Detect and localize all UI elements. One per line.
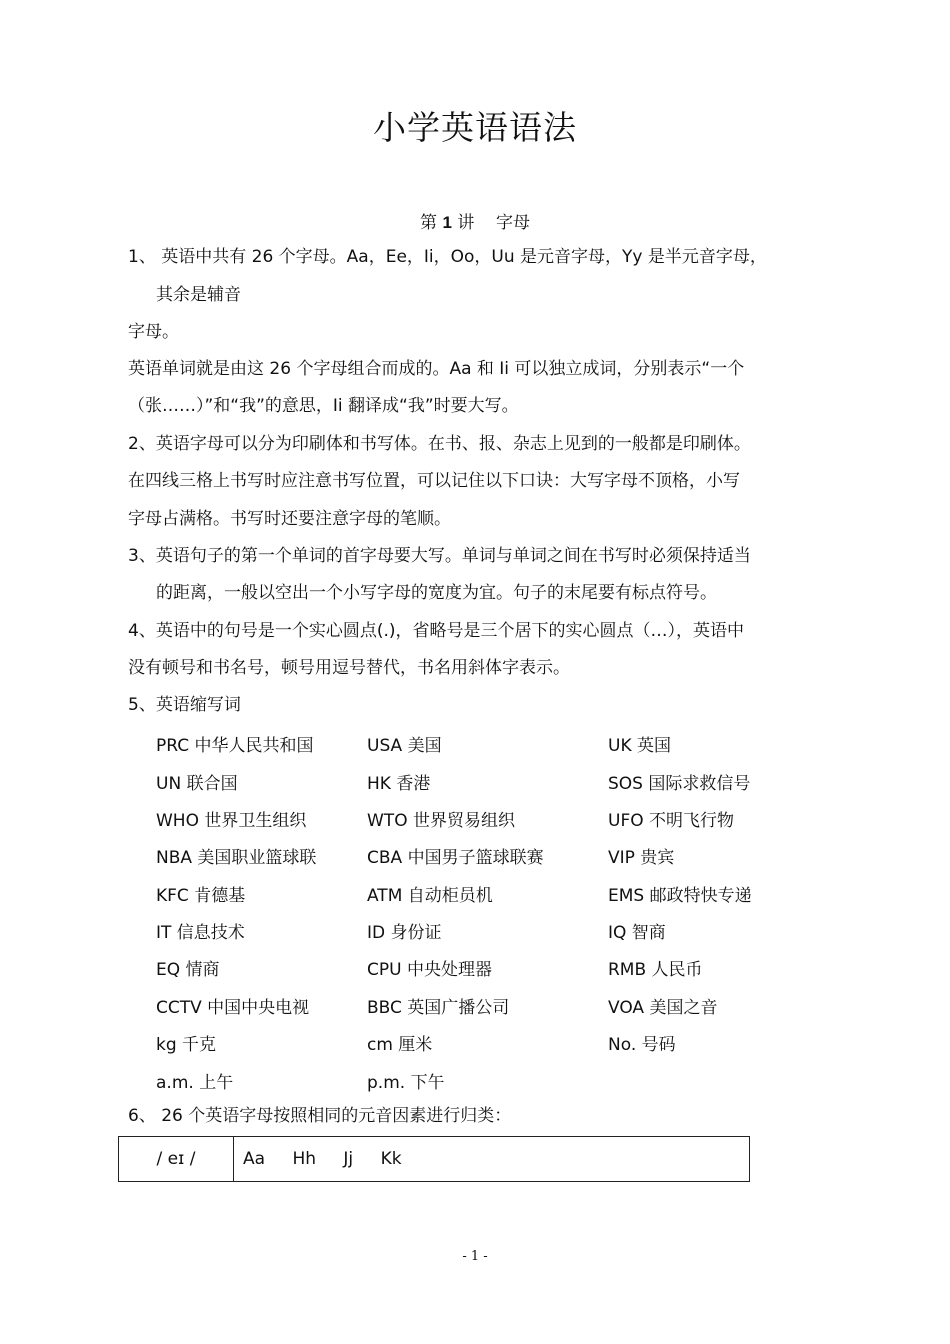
abbreviation-item: UN 联合国 — [156, 774, 238, 794]
abbreviation-item: HK 香港 — [367, 774, 431, 794]
abbreviation-row — [156, 1068, 856, 1093]
letter-item: Aa — [243, 1149, 266, 1169]
abbreviation-item: a.m. 上午 — [156, 1073, 234, 1093]
abbreviation-item: RMB 人民币 — [608, 960, 703, 980]
abbreviation-row — [156, 993, 856, 1018]
paragraph-line: 字母。 — [128, 322, 179, 342]
abbreviation-item: CCTV 中国中央电视 — [156, 998, 310, 1018]
paragraph-line: 其余是辅音 — [156, 285, 241, 305]
section-heading: 6、 26 个英语字母按照相同的元音因素进行归类： — [128, 1106, 512, 1126]
abbreviation-item: p.m. 下午 — [367, 1073, 445, 1093]
abbreviation-item: IQ 智商 — [608, 923, 666, 943]
lesson-number: 1 — [442, 213, 452, 232]
lesson-prefix: 第 — [420, 213, 443, 233]
paragraph-line: 英语单词就是由这 26 个字母组合而成的。Aa 和 Ii 可以独立成词，分别表示“一个 — [128, 359, 745, 379]
paragraph-line: 在四线三格上书写时应注意书写位置，可以记住以下口诀：大写字母不顶格，小写 — [128, 471, 740, 491]
paragraph-line: 的距离，一般以空出一个小写字母的宽度为宜。句子的末尾要有标点符号。 — [156, 583, 717, 603]
abbreviation-item: KFC 肯德基 — [156, 886, 246, 906]
abbreviation-item: ID 身份证 — [367, 923, 442, 943]
abbreviation-item: SOS 国际求救信号 — [608, 774, 751, 794]
abbreviation-item: cm 厘米 — [367, 1035, 433, 1055]
abbreviation-item: IT 信息技术 — [156, 923, 245, 943]
abbreviation-item: UK 英国 — [608, 736, 671, 756]
abbreviation-row — [156, 806, 856, 831]
abbreviation-item: UFO 不明飞行物 — [608, 811, 735, 831]
lesson-heading — [0, 208, 950, 233]
paragraph-line: 2、英语字母可以分为印刷体和书写体。在书、报、杂志上见到的一般都是印刷体。 — [128, 434, 751, 454]
abbreviation-item: No. 号码 — [608, 1035, 676, 1055]
letter-item: Jj — [343, 1149, 354, 1169]
abbreviation-item: ATM 自动柜员机 — [367, 886, 493, 906]
page-number: - 1 - — [462, 1249, 488, 1264]
lesson-topic: 字母 — [495, 213, 530, 233]
letter-item: Hh — [292, 1149, 317, 1169]
abbreviation-row — [156, 955, 856, 980]
abbreviation-row — [156, 731, 856, 756]
abbreviation-item: PRC 中华人民共和国 — [156, 736, 314, 756]
abbreviation-item: VOA 美国之音 — [608, 998, 718, 1018]
abbreviation-item: WTO 世界贸易组织 — [367, 811, 515, 831]
abbreviation-item: VIP 贵宾 — [608, 848, 675, 868]
phoneme-cell: / eɪ / — [119, 1137, 234, 1181]
abbreviation-row — [156, 843, 856, 868]
letters-cell — [243, 1137, 424, 1181]
abbreviation-row — [156, 769, 856, 794]
abbreviation-item: CPU 中央处理器 — [367, 960, 492, 980]
abbreviation-item: USA 美国 — [367, 736, 442, 756]
abbreviation-item: EQ 情商 — [156, 960, 220, 980]
abbreviation-row — [156, 881, 856, 906]
abbreviation-item: kg 千克 — [156, 1035, 217, 1055]
letter-item: Kk — [380, 1149, 402, 1169]
abbreviation-row — [156, 1030, 856, 1055]
abbreviation-item: EMS 邮政特快专递 — [608, 886, 752, 906]
abbreviation-row — [156, 918, 856, 943]
paragraph-line: 3、英语句子的第一个单词的首字母要大写。单词与单词之间在书写时必须保持适当 — [128, 546, 751, 566]
abbreviation-item: WHO 世界卫生组织 — [156, 811, 307, 831]
paragraph-line: 1、 英语中共有 26 个字母。Aa，Ee，Ii，Oo，Uu 是元音字母，Yy 是半元音字母， — [128, 247, 767, 267]
vowel-table — [118, 1136, 750, 1182]
paragraph-line: 字母占满格。书写时还要注意字母的笔顺。 — [128, 509, 451, 529]
abbreviation-item: BBC 英国广播公司 — [367, 998, 510, 1018]
document-title: 小学英语语法 — [373, 108, 577, 147]
paragraph-line: 4、英语中的句号是一个实心圆点(.)，省略号是三个居下的实心圆点（…），英语中 — [128, 621, 744, 641]
lesson-suffix: 讲 — [451, 213, 475, 233]
section-heading: 5、英语缩写词 — [128, 695, 241, 715]
abbreviation-item: CBA 中国男子篮球联赛 — [367, 848, 544, 868]
abbreviation-item: NBA 美国职业篮球联 — [156, 848, 317, 868]
paragraph-line: （张……）”和“我”的意思，Ii 翻译成“我”时要大写。 — [128, 396, 519, 416]
paragraph-line: 没有顿号和书名号，顿号用逗号替代，书名用斜体字表示。 — [128, 658, 570, 678]
